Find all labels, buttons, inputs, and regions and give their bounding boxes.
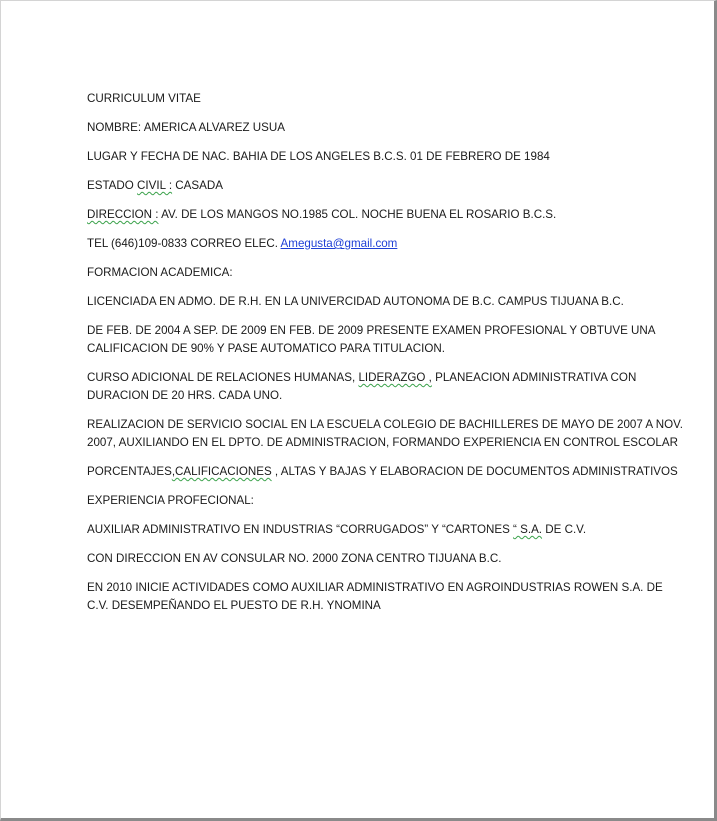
name-line: NOMBRE: AMERICA ALVAREZ USUA <box>87 121 285 134</box>
phone-text: TEL (646)109-0833 CORREO ELEC. <box>87 237 281 250</box>
percentages-post: , ALTAS Y BAJAS Y ELABORACION DE DOCUMENTOS ADMINISTRATIVOS <box>271 465 678 478</box>
social-service-paragraph <box>87 416 687 452</box>
percentages-line <box>87 463 687 481</box>
social-service-line-1: REALIZACION DE SERVICIO SOCIAL EN LA ESCUELA COLEGIO DE BACHILLERES DE MAYO DE 2007 A NOV. <box>87 418 683 431</box>
address-value: AV. DE LOS MANGOS NO.1985 COL. NOCHE BUENA EL ROSARIO B.C.S. <box>158 208 557 221</box>
assistant-job-pre: AUXILIAR ADMINISTRATIVO EN INDUSTRIAS “CORRUGADOS” Y “CARTONES <box>87 523 514 536</box>
activities-line-1: EN 2010 INICIE ACTIVIDADES COMO AUXILIAR ADMINISTRATIVO EN AGROINDUSTRIAS ROWEN S.A. DE <box>87 581 663 594</box>
social-service-line-2: 2007, AUXILIANDO EN EL DPTO. DE ADMINISTRACION, FORMANDO EXPERIENCIA EN CONTROL ESCOLAR <box>87 436 678 449</box>
assistant-job-line <box>87 521 687 539</box>
course-line-1-pre: CURSO ADICIONAL DE RELACIONES HUMANAS, <box>87 371 359 384</box>
assistant-job-word: “ S.A. <box>513 523 543 536</box>
marital-status-line <box>87 177 687 195</box>
marital-status-value: CASADA <box>172 179 223 192</box>
activities-paragraph <box>87 579 687 615</box>
education-heading: FORMACION ACADEMICA: <box>87 266 233 279</box>
experience-heading: EXPERIENCIA PROFECIONAL: <box>87 494 254 507</box>
address-line <box>87 206 687 224</box>
birth-place-date-line: LUGAR Y FECHA DE NAC. BAHIA DE LOS ANGELES B.C.S. 01 DE FEBRERO DE 1984 <box>87 150 550 163</box>
exam-line-2: CALIFICACION DE 90% Y PASE AUTOMATICO PARA TITULACION. <box>87 342 445 355</box>
activities-line-2: C.V. DESEMPEÑANDO EL PUESTO DE R.H. YNOMINA <box>87 599 381 612</box>
marital-status-label: ESTADO <box>87 179 138 192</box>
degree-line: LICENCIADA EN ADMO. DE R.H. EN LA UNIVERCIDAD AUTONOMA DE B.C. CAMPUS TIJUANA B.C. <box>87 295 624 308</box>
course-line-1-post: PLANEACION ADMINISTRATIVA CON <box>431 371 637 384</box>
percentages-pre: PORCENTAJES <box>87 465 172 478</box>
exam-line-1: DE FEB. DE 2004 A SEP. DE 2009 EN FEB. DE 2009 PRESENTE EXAMEN PROFESIONAL Y OBTUVE UNA <box>87 324 656 337</box>
course-line-1-word: LIDERAZGO , <box>358 371 432 384</box>
exam-paragraph <box>87 322 687 358</box>
marital-status-label-word: CIVIL : <box>137 179 173 192</box>
course-line-1 <box>87 369 687 387</box>
document-title: CURRICULUM VITAE <box>87 92 201 105</box>
document-body <box>87 90 687 626</box>
assistant-job-post: DE C.V. <box>542 523 587 536</box>
course-paragraph <box>87 369 687 405</box>
contact-line <box>87 235 687 253</box>
company-address-line: CON DIRECCION EN AV CONSULAR NO. 2000 ZONA CENTRO TIJUANA B.C. <box>87 552 502 565</box>
course-line-2: DURACION DE 20 HRS. CADA UNO. <box>87 389 283 402</box>
percentages-word: ,CALIFICACIONES <box>171 465 272 478</box>
email-link[interactable]: Amegusta@gmail.com <box>280 237 398 250</box>
address-label: DIRECCION : <box>87 208 159 221</box>
